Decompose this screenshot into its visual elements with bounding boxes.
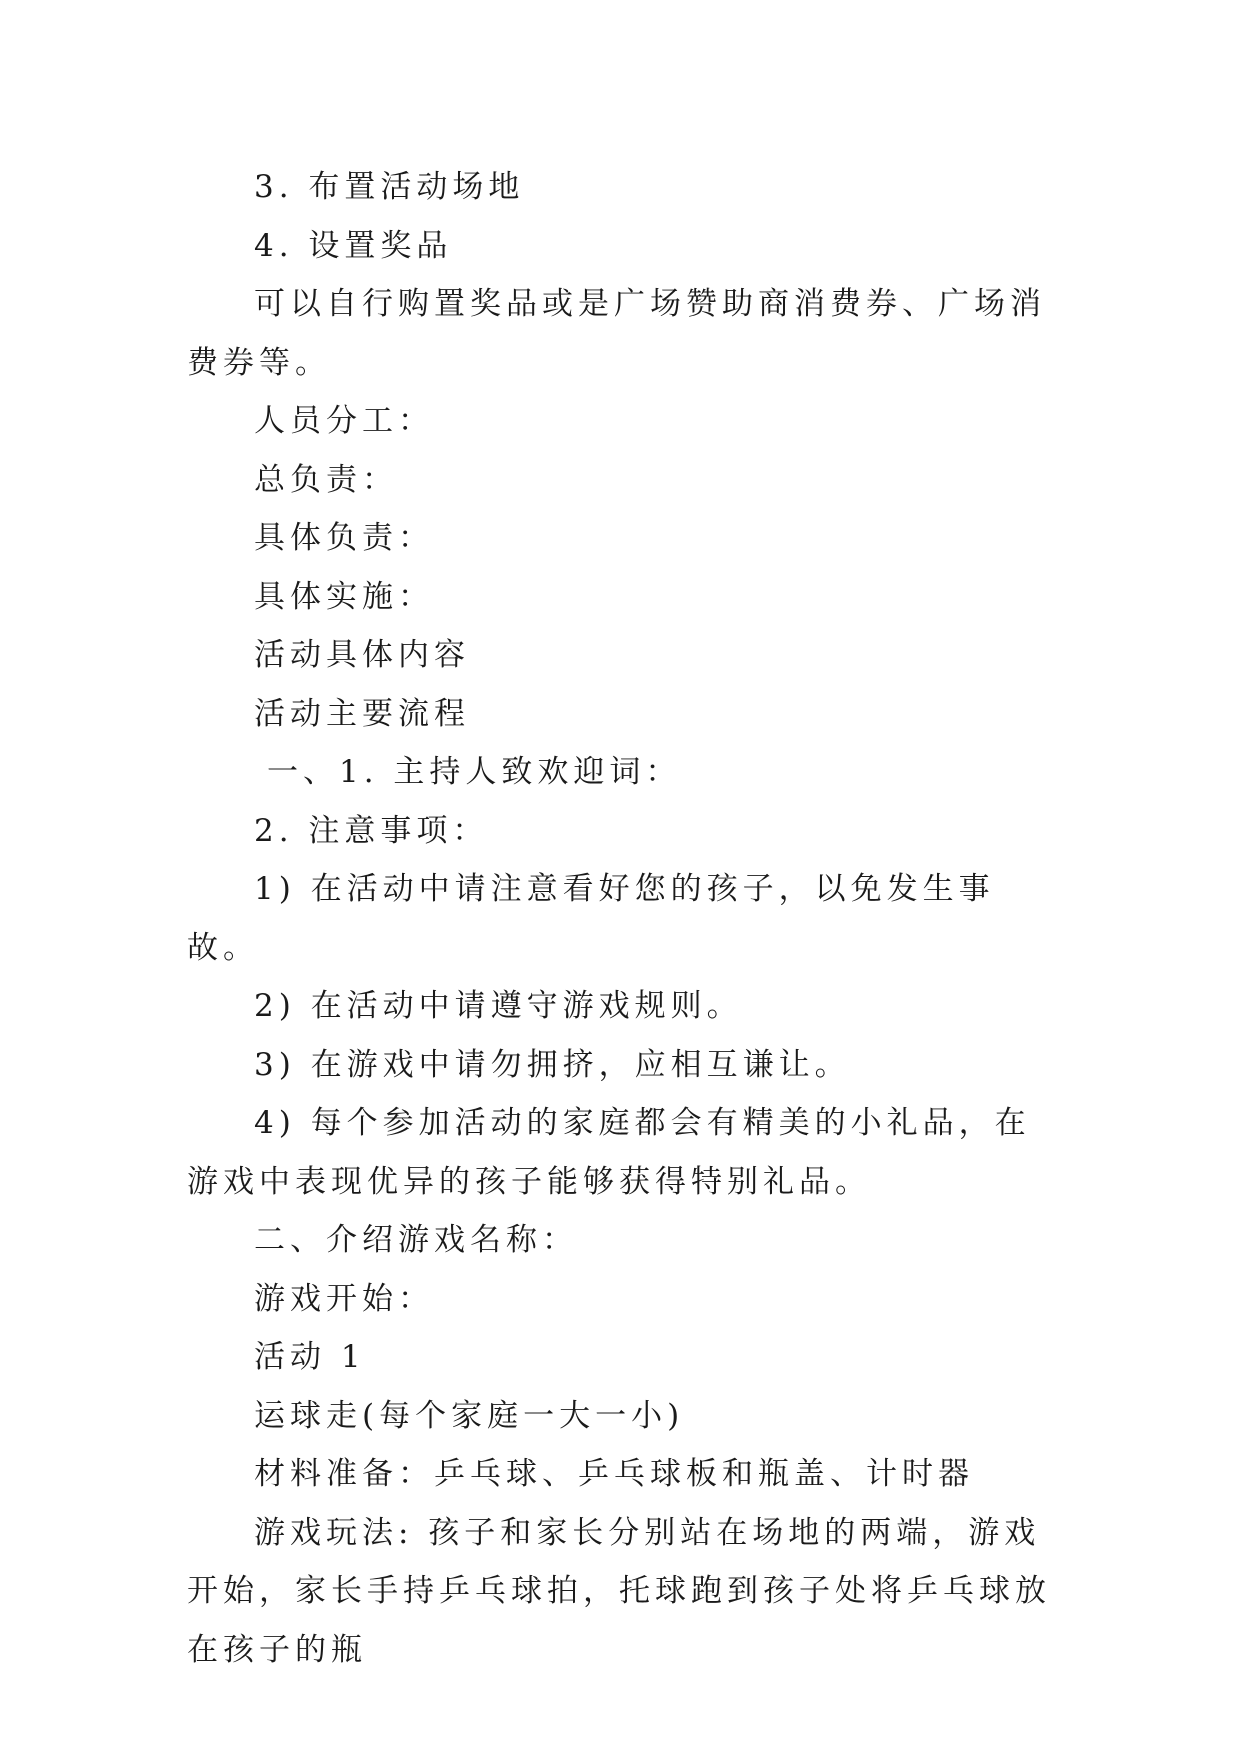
paragraph-activity-1: 活动 1 [254, 1339, 366, 1375]
paragraph-notices: 2. 注意事项： [254, 812, 489, 849]
paragraph-implementation: 具体实施： [254, 578, 434, 615]
paragraph-game-names: 二、介绍游戏名称： [254, 1222, 578, 1258]
paragraph-step-3: 3. 布置活动场地 [254, 169, 525, 205]
paragraph-general-lead: 总负责： [254, 461, 398, 498]
paragraph-staffing: 人员分工： [254, 403, 434, 439]
paragraph-ball-walk: 运球走(每个家庭一大一小) [254, 1397, 685, 1434]
paragraph-welcome: 一、1. 主持人致欢迎词： [267, 754, 682, 790]
paragraph-notice-1: 1) 在活动中请注意看好您的孩子，以免发生事故。 [187, 871, 995, 966]
paragraph-notice-3: 3) 在游戏中请勿拥挤，应相互谦让。 [254, 1046, 851, 1083]
paragraph-step-4: 4. 设置奖品 [254, 227, 453, 264]
paragraph-materials: 材料准备：乒乓球、乒乓球板和瓶盖、计时器 [254, 1456, 974, 1492]
paragraph-prizes: 可以自行购置奖品或是广场赞助商消费券、广场消费券等。 [187, 286, 1046, 381]
paragraph-specific-lead: 具体负责： [254, 520, 434, 556]
paragraph-notice-2: 2) 在活动中请遵守游戏规则。 [254, 988, 743, 1024]
paragraph-notice-4: 4) 每个参加活动的家庭都会有精美的小礼品，在游戏中表现优异的孩子能够获得特别礼品。 [187, 1105, 1031, 1200]
paragraph-main-process: 活动主要流程 [254, 695, 470, 732]
paragraph-game-start: 游戏开始： [254, 1280, 434, 1317]
paragraph-gameplay: 游戏玩法: 孩子和家长分别站在场地的两端，游戏开始，家长手持乒乓球拍，托球跑到孩子处将乒乓球放在孩子的瓶 [187, 1514, 1051, 1668]
document-body [187, 158, 1059, 1679]
paragraph-activity-content: 活动具体内容 [254, 637, 470, 673]
